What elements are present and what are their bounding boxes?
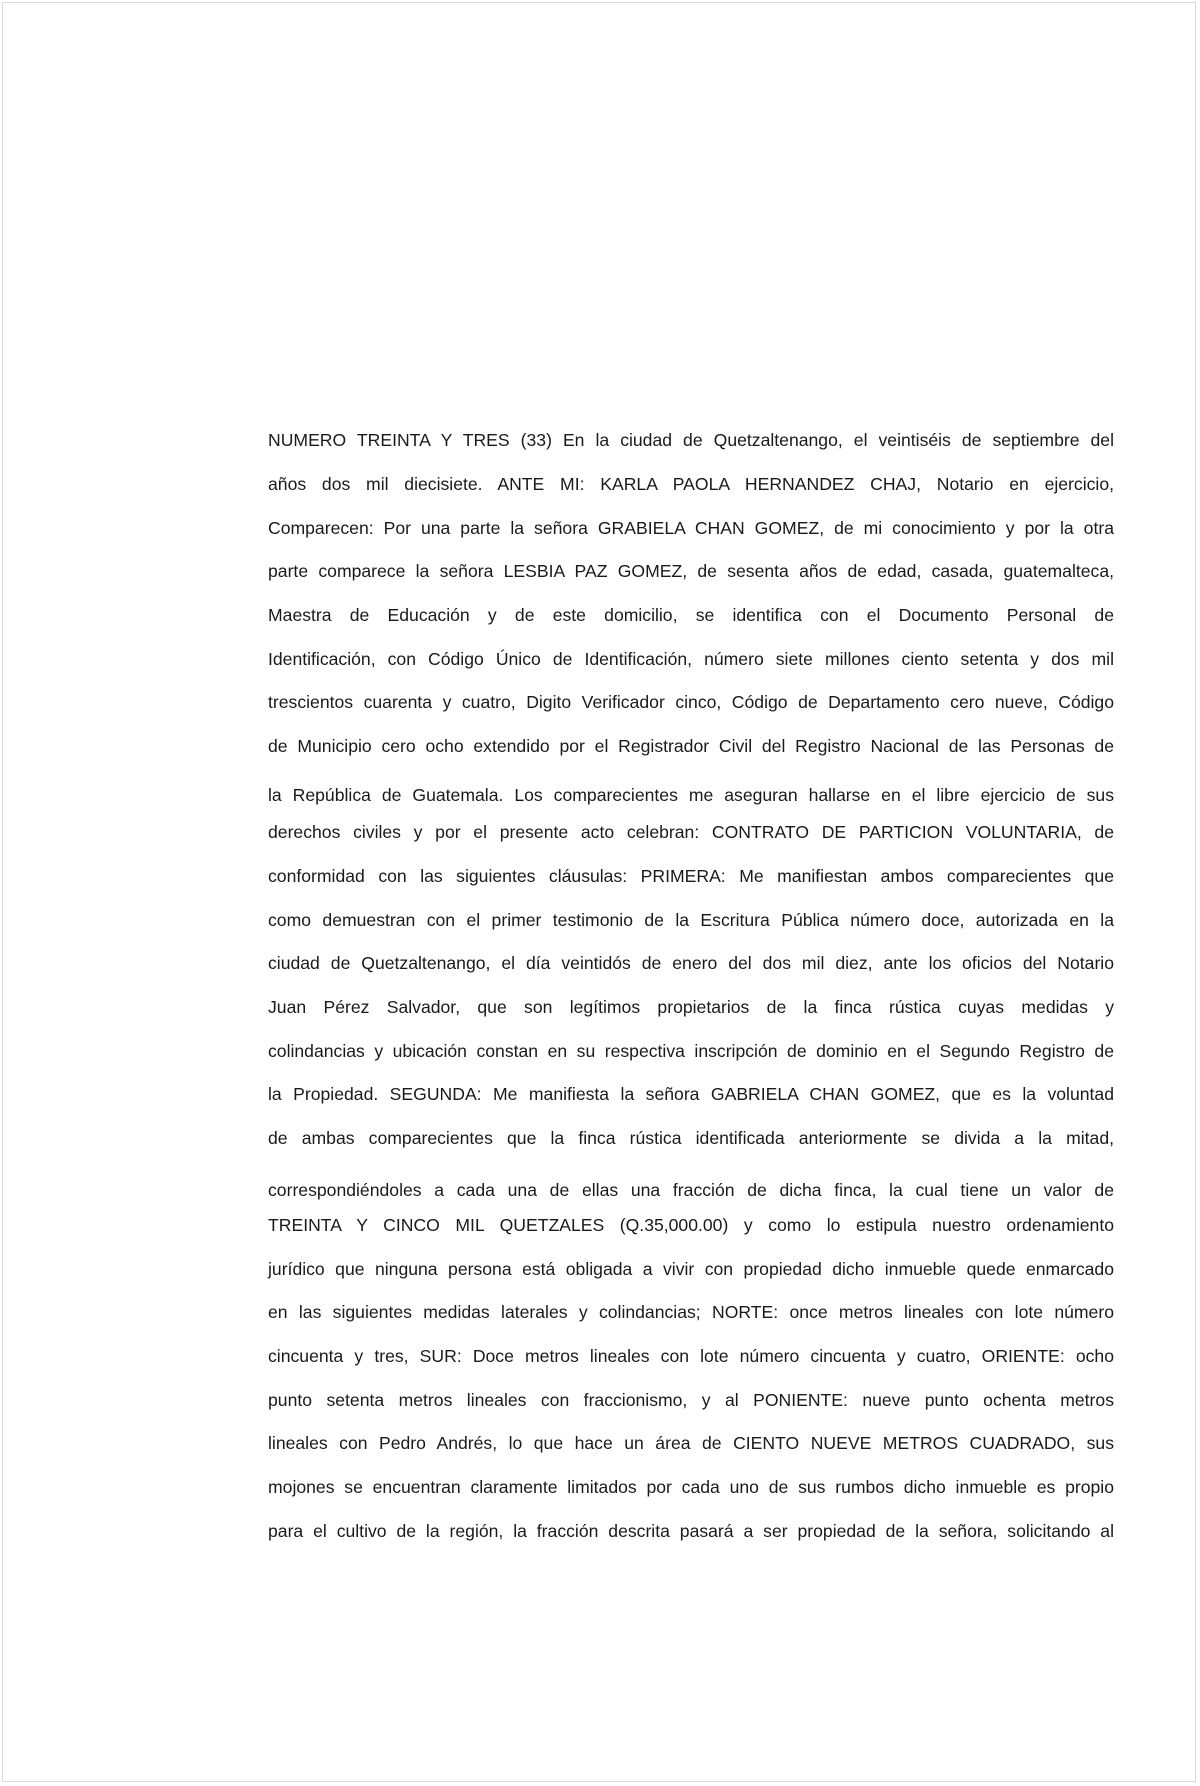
text-line-6: Identificación, con Código Único de Identificación, número siete millones ciento setenta y dos mil bbox=[268, 649, 1114, 669]
text-line-25: mojones se encuentran claramente limitados por cada uno de sus rumbos dicho inmueble es propio bbox=[268, 1477, 1114, 1497]
text-line-16: la Propiedad. SEGUNDA: Me manifiesta la señora GABRIELA CHAN GOMEZ, que es la voluntad bbox=[268, 1084, 1114, 1104]
text-line-22: cincuenta y tres, SUR: Doce metros lineales con lote número cincuenta y cuatro, ORIENTE: ocho bbox=[268, 1346, 1114, 1366]
text-line-4: parte comparece la señora LESBIA PAZ GOMEZ, de sesenta años de edad, casada, guatemalteca, bbox=[268, 561, 1114, 581]
text-line-2: años dos mil diecisiete. ANTE MI: KARLA PAOLA HERNANDEZ CHAJ, Notario en ejercicio, bbox=[268, 474, 1114, 494]
text-line-7: trescientos cuarenta y cuatro, Digito Verificador cinco, Código de Departamento cero nueve, Código bbox=[268, 692, 1114, 712]
text-line-15: colindancias y ubicación constan en su respectiva inscripción de dominio en el Segundo Registro de bbox=[268, 1041, 1114, 1061]
text-line-19: TREINTA Y CINCO MIL QUETZALES (Q.35,000.00) y como lo estipula nuestro ordenamiento bbox=[268, 1215, 1114, 1235]
document-page bbox=[2, 2, 1196, 1782]
text-line-10: derechos civiles y por el presente acto celebran: CONTRATO DE PARTICION VOLUNTARIA, de bbox=[268, 822, 1114, 842]
text-line-18: correspondiéndoles a cada una de ellas una fracción de dicha finca, la cual tiene un valor de bbox=[268, 1180, 1114, 1200]
text-line-21: en las siguientes medidas laterales y colindancias; NORTE: once metros lineales con lote número bbox=[268, 1302, 1114, 1322]
text-line-1: NUMERO TREINTA Y TRES (33) En la ciudad de Quetzaltenango, el veintiséis de septiembre del bbox=[268, 430, 1114, 450]
text-line-12: como demuestran con el primer testimonio de la Escritura Pública número doce, autorizada en la bbox=[268, 910, 1114, 930]
text-line-20: jurídico que ninguna persona está obligada a vivir con propiedad dicho inmueble quede enmarcado bbox=[268, 1259, 1114, 1279]
text-line-13: ciudad de Quetzaltenango, el día veintidós de enero del dos mil diez, ante los oficios del Notario bbox=[268, 953, 1114, 973]
text-line-8: de Municipio cero ocho extendido por el Registrador Civil del Registro Nacional de las Personas de bbox=[268, 736, 1114, 756]
text-line-3: Comparecen: Por una parte la señora GRABIELA CHAN GOMEZ, de mi conocimiento y por la otra bbox=[268, 518, 1114, 538]
text-line-26: para el cultivo de la región, la fracción descrita pasará a ser propiedad de la señora, solicitando al bbox=[268, 1521, 1114, 1541]
text-line-14: Juan Pérez Salvador, que son legítimos propietarios de la finca rústica cuyas medidas y bbox=[268, 997, 1114, 1017]
text-line-17: de ambas comparecientes que la finca rústica identificada anteriormente se divida a la mitad, bbox=[268, 1128, 1114, 1148]
text-line-5: Maestra de Educación y de este domicilio, se identifica con el Documento Personal de bbox=[268, 605, 1114, 625]
text-line-23: punto setenta metros lineales con fraccionismo, y al PONIENTE: nueve punto ochenta metros bbox=[268, 1390, 1114, 1410]
text-line-11: conformidad con las siguientes cláusulas: PRIMERA: Me manifiestan ambos comparecientes que bbox=[268, 866, 1114, 886]
text-line-9: la República de Guatemala. Los comparecientes me aseguran hallarse en el libre ejercicio de sus bbox=[268, 785, 1114, 805]
text-line-24: lineales con Pedro Andrés, lo que hace un área de CIENTO NUEVE METROS CUADRADO, sus bbox=[268, 1433, 1114, 1453]
